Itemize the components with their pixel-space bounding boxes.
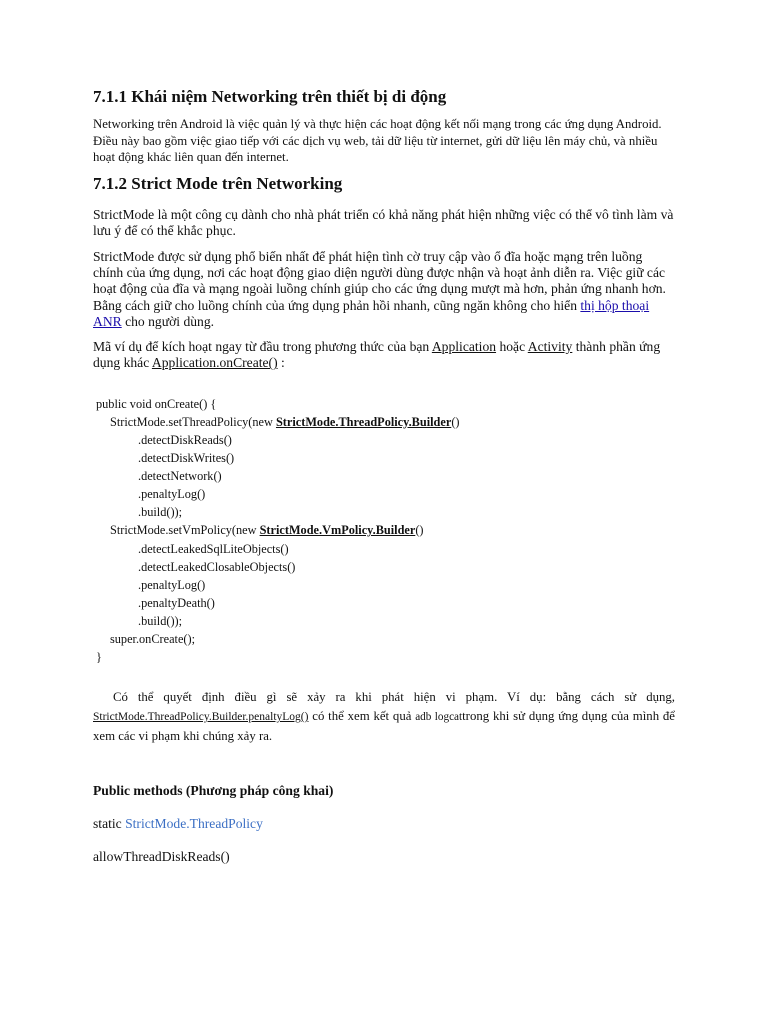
penalty-log-ref: StrictMode.ThreadPolicy.Builder.penaltyLog() [93, 711, 309, 724]
application-ref: Application [431, 339, 497, 355]
adb-logcat-ref: adb logcat [415, 711, 463, 724]
code-token: StrictMode.setThreadPolicy(new [110, 414, 276, 429]
static-keyword: static [93, 816, 126, 832]
code-line [96, 413, 675, 431]
code-line: .detectDiskReads() [138, 432, 232, 447]
code-line: .detectLeakedSqlLiteObjects() [138, 541, 289, 556]
public-methods-heading: Public methods (Phương pháp công khai) [93, 783, 334, 799]
intro-text-c: thành phần ứng dụng khác [93, 339, 661, 371]
oncreate-ref: Application.onCreate() [151, 355, 278, 371]
section-heading-networking: 7.1.1 Khái niệm Networking trên thiết bị di động [93, 87, 447, 106]
code-line: .detectDiskWrites() [138, 451, 235, 466]
code-line: .penaltyLog() [138, 577, 206, 592]
code-line: .penaltyLog() [138, 487, 206, 502]
code-token: () [451, 414, 460, 429]
document-page [93, 86, 675, 865]
usage-text: StrictMode được sử dụng phổ biến nhất để phát hiện tình cờ truy cập vào ổ đĩa hoặc mạng trên luồng chính của ứng dụng, nơi các hoạt động giao diện người dùng được nhận và hoạt ảnh diễn ra. Việc giữ các hoạt động của đĩa và mạng ngoài luồng chính giúp cho các ứng dụng mượt mà hơn, phản ứng nhanh hơn. Bằng cách giữ cho luồng chính của ứng dụng phản hồi nhanh, cũng ngăn không cho hiển [93, 248, 666, 313]
code-token: StrictMode.setVmPolicy(new [110, 523, 260, 538]
thread-policy-builder-ref: StrictMode.ThreadPolicy.Builder [275, 414, 452, 429]
code-line: .build()); [138, 613, 183, 628]
strict-mode-usage-paragraph [93, 249, 675, 330]
activity-ref: Activity [527, 339, 573, 355]
section-heading-strict-mode: 7.1.2 Strict Mode trên Networking [93, 174, 343, 194]
anr-dialog-link[interactable]: thị hộp thoại ANR [93, 297, 650, 329]
code-line: .build()); [138, 505, 183, 520]
intro-text-a: Mã ví dụ để kích hoạt ngay từ đầu trong phương thức của bạn [93, 339, 432, 355]
code-line: public void onCreate() { [96, 396, 217, 411]
intro-text-d: : [277, 355, 285, 371]
code-line: super.onCreate(); [110, 632, 196, 646]
sample-code-intro-paragraph [93, 339, 675, 372]
code-line: .penaltyDeath() [138, 595, 215, 610]
violation-text-b: có thể xem kết quả [308, 709, 416, 724]
strict-mode-intro-paragraph: StrictMode là một công cụ dành cho nhà phát triển có khả năng phát hiện những việc có thể vô tình làm và lưu ý để có thể khắc phục. [93, 207, 674, 239]
code-line: .detectNetwork() [138, 469, 222, 484]
code-token: () [415, 523, 424, 538]
usage-tail: cho người dùng. [121, 313, 215, 329]
allow-thread-disk-reads-method: allowThreadDiskReads() [93, 849, 230, 865]
violation-paragraph [93, 688, 675, 746]
vm-policy-builder-ref: StrictMode.VmPolicy.Builder [259, 523, 416, 538]
static-thread-policy-line [93, 815, 675, 832]
intro-text-b: hoặc [496, 339, 528, 355]
violation-text-a: Có thể quyết định điều gì sẽ xảy ra khi phát hiện vi phạm. Ví dụ: bằng cách sử dụng, [112, 690, 675, 705]
networking-paragraph: Networking trên Android là việc quản lý và thực hiện các hoạt động kết nối mạng trong các ứng dụng Android. Điều này bao gồm việc giao tiếp với các dịch vụ web, tải dữ liệu từ internet, gửi dữ liệu lên máy chủ, và nhiều hoạt động khác liên quan đến internet. [93, 117, 662, 165]
code-line: } [96, 650, 102, 665]
code-line: .detectLeakedClosableObjects() [138, 559, 296, 574]
violation-text-c: trong khi sử dụng ứng dụng của mình để xem các vi phạm khi chúng xảy ra. [93, 709, 675, 744]
code-block [96, 395, 675, 666]
code-line [96, 521, 675, 539]
thread-policy-type-link[interactable]: StrictMode.ThreadPolicy [125, 816, 263, 832]
